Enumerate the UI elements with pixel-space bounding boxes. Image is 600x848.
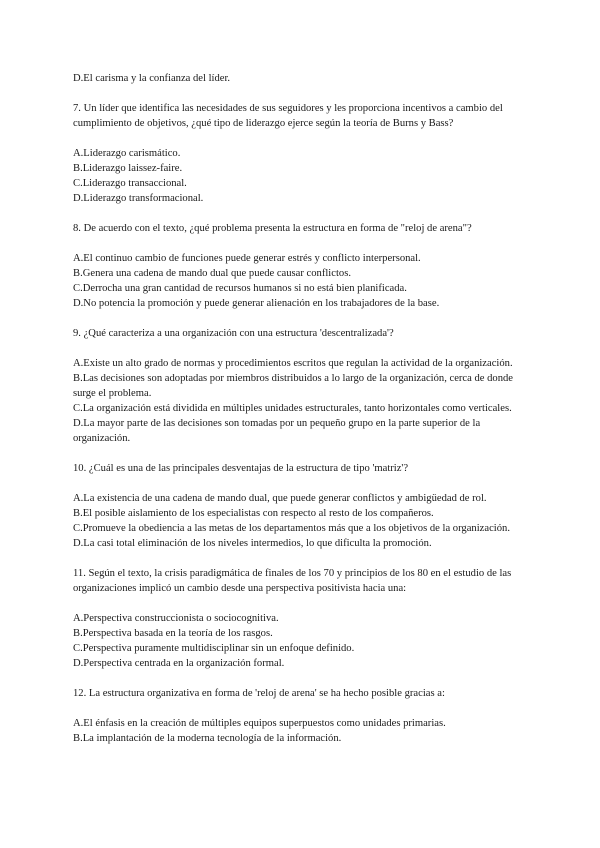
option-list xyxy=(73,356,528,446)
question-stem: 11. Según el texto, la crisis paradigmática de finales de los 70 y principios de los 80 en el estudio de las organizaciones implicó un cambio desde una perspectiva positivista hacia una: xyxy=(73,568,512,594)
option-c: C.Promueve la obediencia a las metas de los departamentos más que a los objetivos de la organización. xyxy=(73,523,510,534)
option-c: C.Perspectiva puramente multidisciplinar sin un enfoque definido. xyxy=(73,643,355,654)
option-list xyxy=(73,716,528,746)
option-b: B.Liderazgo laissez-faire. xyxy=(73,163,183,174)
question-stem: 8. De acuerdo con el texto, ¿qué problema presenta la estructura en forma de "reloj de arena"? xyxy=(73,223,472,234)
option-b: B.Las decisiones son adoptadas por miembros distribuidos a lo largo de la organización, cerca de donde surge el problema. xyxy=(73,373,514,399)
option-c: C.Derrocha una gran cantidad de recursos humanos si no está bien planificada. xyxy=(73,283,407,294)
option-d: D.La mayor parte de las decisiones son tomadas por un pequeño grupo en la parte superior de la organización. xyxy=(73,418,481,444)
option-a: A.Existe un alto grado de normas y procedimientos escritos que regulan la actividad de la organización. xyxy=(73,358,513,369)
option-d: D.La casi total eliminación de los niveles intermedios, lo que dificulta la promoción. xyxy=(73,538,432,549)
question-stem: 10. ¿Cuál es una de las principales desventajas de la estructura de tipo 'matriz'? xyxy=(73,463,409,474)
lead-option-d: D.El carisma y la confianza del líder. xyxy=(73,73,231,84)
question-11 xyxy=(73,566,528,671)
option-c: C.Liderazgo transaccional. xyxy=(73,178,187,189)
option-c: C.La organización está dividida en múltiples unidades estructurales, tanto horizontales como verticales. xyxy=(73,403,512,414)
option-b: B.Genera una cadena de mando dual que puede causar conflictos. xyxy=(73,268,351,279)
option-b: B.El posible aislamiento de los especialistas con respecto al resto de los compañeros. xyxy=(73,508,434,519)
question-stem: 7. Un líder que identifica las necesidades de sus seguidores y les proporciona incentivos a cambio del cumplimiento de objetivos, ¿qué tipo de liderazgo ejerce según la teoría de Burns y Bass? xyxy=(73,103,503,129)
question-9 xyxy=(73,326,528,446)
question-stem: 12. La estructura organizativa en forma de 'reloj de arena' se ha hecho posible gracias a: xyxy=(73,688,445,699)
option-a: A.Liderazgo carismático. xyxy=(73,148,181,159)
option-a: A.El continuo cambio de funciones puede generar estrés y conflicto interpersonal. xyxy=(73,253,421,264)
question-10 xyxy=(73,461,528,551)
question-8 xyxy=(73,221,528,311)
question-7 xyxy=(73,101,528,206)
option-a: A.El énfasis en la creación de múltiples equipos superpuestos como unidades primarias. xyxy=(73,718,446,729)
option-b: B.La implantación de la moderna tecnología de la información. xyxy=(73,733,342,744)
option-d: D.Liderazgo transformacional. xyxy=(73,193,204,204)
option-list xyxy=(73,491,528,551)
question-12 xyxy=(73,686,528,746)
option-a: A.Perspectiva construccionista o sociocognitiva. xyxy=(73,613,279,624)
question-stem: 9. ¿Qué caracteriza a una organización con una estructura 'descentralizada'? xyxy=(73,328,394,339)
option-d: D.No potencia la promoción y puede generar alienación en los trabajadores de la base. xyxy=(73,298,440,309)
option-list xyxy=(73,146,528,206)
document-body xyxy=(73,71,528,746)
option-b: B.Perspectiva basada en la teoría de los rasgos. xyxy=(73,628,273,639)
option-list xyxy=(73,611,528,671)
option-a: A.La existencia de una cadena de mando dual, que puede generar conflictos y ambigüedad de rol. xyxy=(73,493,487,504)
option-list xyxy=(73,251,528,311)
option-d: D.Perspectiva centrada en la organización formal. xyxy=(73,658,285,669)
